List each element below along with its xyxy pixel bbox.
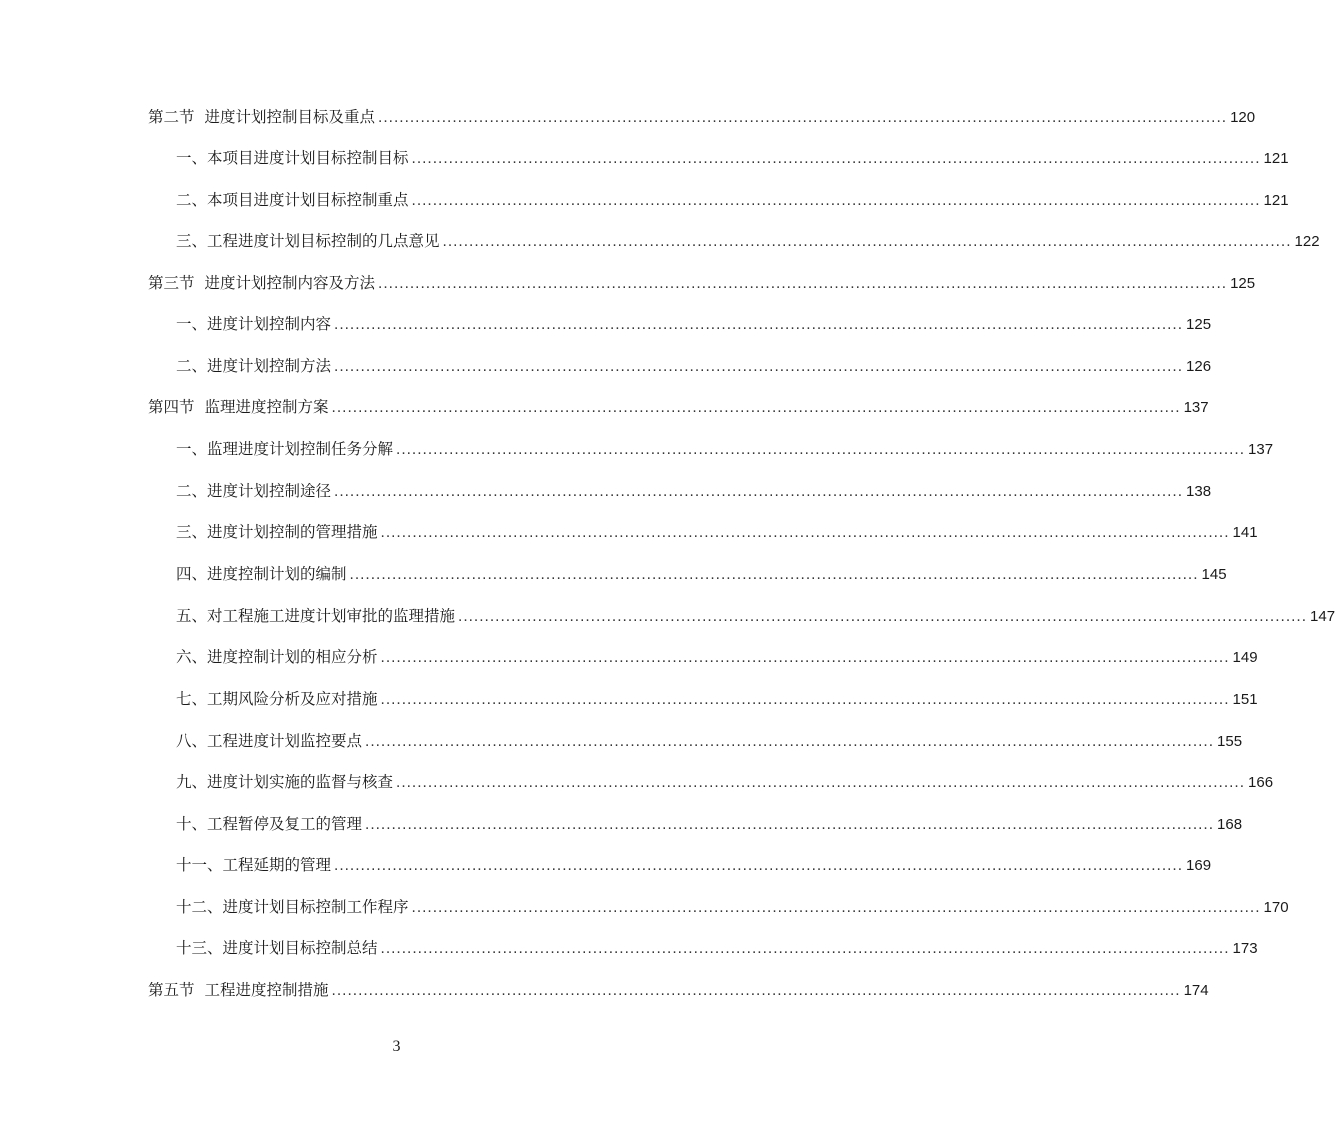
toc-item[interactable] [176,851,1212,879]
toc-page-number: 121 [1263,192,1289,209]
toc-entry-label: 第三节 进度计划控制内容及方法 [148,274,376,292]
toc-item[interactable] [176,810,1243,838]
toc-page-number: 149 [1232,649,1258,666]
toc-item[interactable] [176,768,1274,796]
toc-page-number: 155 [1217,733,1243,750]
toc-item[interactable] [176,560,1227,588]
dot-leader: ................................................................................................................................................................ [380,940,1230,957]
toc-item[interactable] [176,934,1258,962]
toc-page-number: 141 [1232,524,1258,541]
toc-item[interactable] [176,144,1289,172]
toc-entry-label: 二、本项目进度计划目标控制重点 [176,191,409,209]
toc-entry-label: 十一、工程延期的管理 [176,856,332,874]
toc-page-number: 166 [1248,774,1274,791]
dot-leader: ................................................................................................................................................................ [442,233,1292,250]
toc-entry-label: 八、工程进度计划监控要点 [176,732,363,750]
dot-leader: ................................................................................................................................................................ [411,899,1261,916]
toc-page-number: 173 [1232,940,1258,957]
toc-page-number: 125 [1230,275,1256,292]
page-number-footer: 3 [392,1038,401,1055]
toc-page-number: 147 [1310,608,1335,625]
toc-entry-label: 十二、进度计划目标控制工作程序 [176,898,409,916]
dot-leader: ................................................................................................................................................................ [365,733,1215,750]
toc-item[interactable] [176,727,1243,755]
toc-page-number: 120 [1230,109,1256,126]
toc-page-number: 121 [1263,150,1289,167]
dot-leader: ................................................................................................................................................................ [334,358,1184,375]
dot-leader: ................................................................................................................................................................ [411,150,1261,167]
toc-page-number: 151 [1232,691,1258,708]
dot-leader: ................................................................................................................................................................ [396,774,1246,791]
toc-entry-label: 一、本项目进度计划目标控制目标 [176,149,409,167]
toc-item[interactable] [176,893,1289,921]
toc-page-number: 168 [1217,816,1243,833]
dot-leader: ................................................................................................................................................................ [396,441,1246,458]
dot-leader: ................................................................................................................................................................ [411,192,1261,209]
dot-leader: ................................................................................................................................................................ [378,109,1228,126]
dot-leader: ................................................................................................................................................................ [331,982,1181,999]
toc-page-number: 138 [1186,483,1212,500]
toc-section-2[interactable] [148,103,1256,131]
toc-entry-label: 第二节 进度计划控制目标及重点 [148,108,376,126]
toc-item[interactable] [176,518,1258,546]
toc-entry-label: 十三、进度计划目标控制总结 [176,939,378,957]
toc-page-number: 125 [1186,316,1212,333]
toc-page-number: 126 [1186,358,1212,375]
toc-section-4[interactable] [148,393,1209,421]
toc-section-3[interactable] [148,269,1256,297]
toc-item[interactable] [176,352,1212,380]
dot-leader: ................................................................................................................................................................ [334,316,1184,333]
toc-item[interactable] [176,685,1258,713]
toc-item[interactable] [176,477,1212,505]
toc-item[interactable] [176,602,1335,630]
toc-page-number: 170 [1263,899,1289,916]
dot-leader: ................................................................................................................................................................ [334,483,1184,500]
dot-leader: ................................................................................................................................................................ [331,399,1181,416]
toc-item[interactable] [176,643,1258,671]
toc-entry-label: 一、进度计划控制内容 [176,315,332,333]
toc-entry-label: 二、进度计划控制方法 [176,357,332,375]
dot-leader: ................................................................................................................................................................ [334,857,1184,874]
toc-entry-label: 一、监理进度计划控制任务分解 [176,440,394,458]
toc-entry-label: 三、进度计划控制的管理措施 [176,523,378,541]
toc-entry-label: 十、工程暂停及复工的管理 [176,815,363,833]
dot-leader: ................................................................................................................................................................ [380,649,1230,666]
toc-item[interactable] [176,310,1212,338]
dot-leader: ................................................................................................................................................................ [458,608,1308,625]
toc-item[interactable] [176,435,1274,463]
dot-leader: ................................................................................................................................................................ [380,524,1230,541]
dot-leader: ................................................................................................................................................................ [365,816,1215,833]
dot-leader: ................................................................................................................................................................ [349,566,1199,583]
toc-entry-label: 六、进度控制计划的相应分析 [176,648,378,666]
toc-section-5[interactable] [148,976,1209,1004]
toc-page-number: 174 [1183,982,1209,999]
toc-page-number: 145 [1201,566,1227,583]
toc-page-number: 122 [1294,233,1320,250]
toc-item[interactable] [176,227,1320,255]
toc-item[interactable] [176,186,1289,214]
toc-entry-label: 七、工期风险分析及应对措施 [176,690,378,708]
toc-entry-label: 二、进度计划控制途径 [176,482,332,500]
toc-entry-label: 四、进度控制计划的编制 [176,565,347,583]
dot-leader: ................................................................................................................................................................ [380,691,1230,708]
toc-entry-label: 三、工程进度计划目标控制的几点意见 [176,232,440,250]
toc-entry-label: 五、对工程施工进度计划审批的监理措施 [176,607,456,625]
dot-leader: ................................................................................................................................................................ [378,275,1228,292]
toc-entry-label: 九、进度计划实施的监督与核查 [176,773,394,791]
toc-entry-label: 第五节 工程进度控制措施 [148,981,329,999]
toc-entry-label: 第四节 监理进度控制方案 [148,398,329,416]
toc-page-number: 137 [1183,399,1209,416]
toc-page-number: 169 [1186,857,1212,874]
toc-page-number: 137 [1248,441,1274,458]
